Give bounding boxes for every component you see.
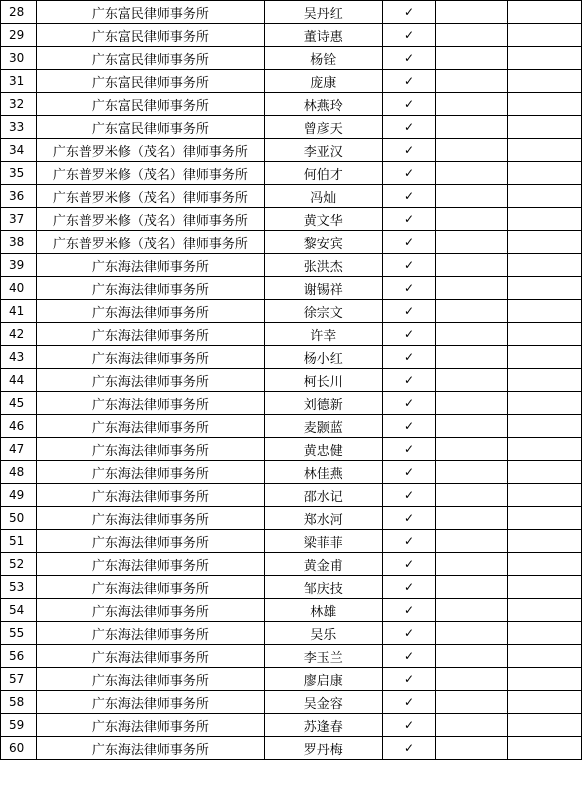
check-mark-cell: ✓ — [382, 415, 436, 438]
table-row — [1, 645, 582, 668]
row-number-cell: 50 — [1, 507, 37, 530]
law-firm-cell: 广东海法律师事务所 — [36, 461, 264, 484]
table-row — [1, 254, 582, 277]
table-body — [1, 1, 582, 760]
empty-cell — [508, 208, 582, 231]
lawyer-name-cell: 谢锡祥 — [264, 277, 382, 300]
empty-cell — [508, 277, 582, 300]
empty-cell — [436, 24, 508, 47]
empty-cell — [436, 530, 508, 553]
empty-cell — [508, 323, 582, 346]
check-mark-cell: ✓ — [382, 300, 436, 323]
law-firm-cell: 广东海法律师事务所 — [36, 599, 264, 622]
law-firm-cell: 广东海法律师事务所 — [36, 622, 264, 645]
law-firm-cell: 广东海法律师事务所 — [36, 737, 264, 760]
lawyer-name-cell: 李玉兰 — [264, 645, 382, 668]
check-mark-cell: ✓ — [382, 346, 436, 369]
check-mark-cell: ✓ — [382, 645, 436, 668]
lawyer-name-cell: 冯灿 — [264, 185, 382, 208]
check-mark-cell: ✓ — [382, 24, 436, 47]
law-firm-cell: 广东海法律师事务所 — [36, 369, 264, 392]
table-row — [1, 737, 582, 760]
lawyer-name-cell: 黄金甫 — [264, 553, 382, 576]
row-number-cell: 51 — [1, 530, 37, 553]
row-number-cell: 43 — [1, 346, 37, 369]
table-row — [1, 438, 582, 461]
lawyer-name-cell: 杨小红 — [264, 346, 382, 369]
table-row — [1, 622, 582, 645]
row-number-cell: 49 — [1, 484, 37, 507]
law-firm-cell: 广东富民律师事务所 — [36, 1, 264, 24]
table-row — [1, 668, 582, 691]
law-firm-cell: 广东海法律师事务所 — [36, 346, 264, 369]
check-mark-cell: ✓ — [382, 185, 436, 208]
lawyer-name-cell: 林佳燕 — [264, 461, 382, 484]
empty-cell — [436, 737, 508, 760]
law-firm-cell: 广东海法律师事务所 — [36, 645, 264, 668]
lawyer-name-cell: 杨铨 — [264, 47, 382, 70]
table-row — [1, 553, 582, 576]
check-mark-cell: ✓ — [382, 47, 436, 70]
row-number-cell: 54 — [1, 599, 37, 622]
empty-cell — [508, 645, 582, 668]
empty-cell — [508, 24, 582, 47]
empty-cell — [436, 392, 508, 415]
table-row — [1, 415, 582, 438]
lawyer-name-cell: 黄忠健 — [264, 438, 382, 461]
empty-cell — [508, 668, 582, 691]
empty-cell — [436, 553, 508, 576]
table-row — [1, 484, 582, 507]
empty-cell — [508, 622, 582, 645]
check-mark-cell: ✓ — [382, 691, 436, 714]
empty-cell — [508, 162, 582, 185]
lawyer-name-cell: 董诗惠 — [264, 24, 382, 47]
lawyer-name-cell: 许幸 — [264, 323, 382, 346]
empty-cell — [436, 70, 508, 93]
lawyer-name-cell: 林雄 — [264, 599, 382, 622]
lawyer-name-cell: 郑水河 — [264, 507, 382, 530]
table-row — [1, 507, 582, 530]
empty-cell — [436, 645, 508, 668]
empty-cell — [508, 346, 582, 369]
law-firm-cell: 广东海法律师事务所 — [36, 714, 264, 737]
lawyer-name-cell: 吴乐 — [264, 622, 382, 645]
row-number-cell: 36 — [1, 185, 37, 208]
check-mark-cell: ✓ — [382, 323, 436, 346]
law-firm-cell: 广东海法律师事务所 — [36, 392, 264, 415]
table-row — [1, 47, 582, 70]
table-row — [1, 714, 582, 737]
empty-cell — [508, 70, 582, 93]
empty-cell — [508, 415, 582, 438]
lawyer-name-cell: 李亚汉 — [264, 139, 382, 162]
table-row — [1, 277, 582, 300]
check-mark-cell: ✓ — [382, 438, 436, 461]
law-firm-cell: 广东富民律师事务所 — [36, 93, 264, 116]
empty-cell — [508, 576, 582, 599]
empty-cell — [436, 116, 508, 139]
empty-cell — [436, 323, 508, 346]
law-firm-cell: 广东海法律师事务所 — [36, 254, 264, 277]
law-firm-cell: 广东富民律师事务所 — [36, 24, 264, 47]
empty-cell — [436, 461, 508, 484]
law-firm-cell: 广东海法律师事务所 — [36, 553, 264, 576]
row-number-cell: 31 — [1, 70, 37, 93]
empty-cell — [436, 346, 508, 369]
empty-cell — [436, 300, 508, 323]
table-row — [1, 139, 582, 162]
check-mark-cell: ✓ — [382, 162, 436, 185]
law-firm-cell: 广东海法律师事务所 — [36, 438, 264, 461]
row-number-cell: 35 — [1, 162, 37, 185]
lawyer-name-cell: 麦颢蓝 — [264, 415, 382, 438]
check-mark-cell: ✓ — [382, 461, 436, 484]
check-mark-cell: ✓ — [382, 70, 436, 93]
row-number-cell: 37 — [1, 208, 37, 231]
check-mark-cell: ✓ — [382, 668, 436, 691]
empty-cell — [508, 93, 582, 116]
law-firm-cell: 广东海法律师事务所 — [36, 484, 264, 507]
lawyer-name-cell: 徐宗文 — [264, 300, 382, 323]
row-number-cell: 32 — [1, 93, 37, 116]
row-number-cell: 30 — [1, 47, 37, 70]
law-firm-cell: 广东海法律师事务所 — [36, 668, 264, 691]
check-mark-cell: ✓ — [382, 392, 436, 415]
lawyer-name-cell: 何伯才 — [264, 162, 382, 185]
empty-cell — [508, 507, 582, 530]
check-mark-cell: ✓ — [382, 507, 436, 530]
check-mark-cell: ✓ — [382, 1, 436, 24]
law-firm-cell: 广东普罗米修（茂名）律师事务所 — [36, 139, 264, 162]
table-row — [1, 576, 582, 599]
check-mark-cell: ✓ — [382, 231, 436, 254]
empty-cell — [508, 369, 582, 392]
empty-cell — [508, 438, 582, 461]
check-mark-cell: ✓ — [382, 277, 436, 300]
lawyer-name-cell: 罗丹梅 — [264, 737, 382, 760]
table-row — [1, 116, 582, 139]
empty-cell — [508, 461, 582, 484]
empty-cell — [508, 484, 582, 507]
check-mark-cell: ✓ — [382, 576, 436, 599]
check-mark-cell: ✓ — [382, 254, 436, 277]
law-firm-cell: 广东普罗米修（茂名）律师事务所 — [36, 185, 264, 208]
row-number-cell: 46 — [1, 415, 37, 438]
empty-cell — [436, 668, 508, 691]
lawyer-name-cell: 邵水记 — [264, 484, 382, 507]
table-row — [1, 369, 582, 392]
table-row — [1, 461, 582, 484]
row-number-cell: 58 — [1, 691, 37, 714]
empty-cell — [436, 691, 508, 714]
empty-cell — [436, 139, 508, 162]
table-row — [1, 1, 582, 24]
empty-cell — [436, 714, 508, 737]
empty-cell — [508, 116, 582, 139]
table-row — [1, 392, 582, 415]
empty-cell — [436, 599, 508, 622]
lawyer-name-cell: 廖启康 — [264, 668, 382, 691]
empty-cell — [436, 93, 508, 116]
empty-cell — [436, 369, 508, 392]
check-mark-cell: ✓ — [382, 139, 436, 162]
empty-cell — [436, 185, 508, 208]
lawyer-name-cell: 林燕玲 — [264, 93, 382, 116]
check-mark-cell: ✓ — [382, 737, 436, 760]
empty-cell — [436, 47, 508, 70]
empty-cell — [508, 737, 582, 760]
row-number-cell: 42 — [1, 323, 37, 346]
empty-cell — [508, 714, 582, 737]
empty-cell — [508, 553, 582, 576]
empty-cell — [436, 507, 508, 530]
check-mark-cell: ✓ — [382, 208, 436, 231]
lawyer-name-cell: 邹庆技 — [264, 576, 382, 599]
empty-cell — [508, 1, 582, 24]
empty-cell — [508, 139, 582, 162]
empty-cell — [508, 691, 582, 714]
law-firm-cell: 广东海法律师事务所 — [36, 277, 264, 300]
table-row — [1, 208, 582, 231]
table-row — [1, 323, 582, 346]
empty-cell — [508, 254, 582, 277]
lawyer-name-cell: 吴丹红 — [264, 1, 382, 24]
table-row — [1, 300, 582, 323]
empty-cell — [436, 254, 508, 277]
row-number-cell: 39 — [1, 254, 37, 277]
table-row — [1, 93, 582, 116]
empty-cell — [436, 484, 508, 507]
lawyer-name-cell: 庞康 — [264, 70, 382, 93]
check-mark-cell: ✓ — [382, 484, 436, 507]
row-number-cell: 44 — [1, 369, 37, 392]
check-mark-cell: ✓ — [382, 599, 436, 622]
check-mark-cell: ✓ — [382, 530, 436, 553]
law-firm-cell: 广东富民律师事务所 — [36, 47, 264, 70]
row-number-cell: 45 — [1, 392, 37, 415]
table-row — [1, 691, 582, 714]
check-mark-cell: ✓ — [382, 622, 436, 645]
law-firm-cell: 广东海法律师事务所 — [36, 530, 264, 553]
empty-cell — [508, 231, 582, 254]
empty-cell — [436, 438, 508, 461]
check-mark-cell: ✓ — [382, 714, 436, 737]
row-number-cell: 28 — [1, 1, 37, 24]
check-mark-cell: ✓ — [382, 553, 436, 576]
row-number-cell: 56 — [1, 645, 37, 668]
table-row — [1, 530, 582, 553]
row-number-cell: 38 — [1, 231, 37, 254]
law-firm-cell: 广东海法律师事务所 — [36, 576, 264, 599]
table-row — [1, 162, 582, 185]
empty-cell — [508, 599, 582, 622]
row-number-cell: 40 — [1, 277, 37, 300]
row-number-cell: 34 — [1, 139, 37, 162]
row-number-cell: 57 — [1, 668, 37, 691]
empty-cell — [508, 185, 582, 208]
lawyer-name-cell: 黎安宾 — [264, 231, 382, 254]
law-firm-cell: 广东普罗米修（茂名）律师事务所 — [36, 231, 264, 254]
lawyer-name-cell: 黄文华 — [264, 208, 382, 231]
empty-cell — [436, 162, 508, 185]
empty-cell — [436, 576, 508, 599]
table-row — [1, 24, 582, 47]
empty-cell — [508, 300, 582, 323]
empty-cell — [436, 1, 508, 24]
row-number-cell: 55 — [1, 622, 37, 645]
law-firm-cell: 广东富民律师事务所 — [36, 116, 264, 139]
row-number-cell: 59 — [1, 714, 37, 737]
row-number-cell: 41 — [1, 300, 37, 323]
law-firm-cell: 广东海法律师事务所 — [36, 507, 264, 530]
lawyer-name-cell: 刘德新 — [264, 392, 382, 415]
check-mark-cell: ✓ — [382, 93, 436, 116]
row-number-cell: 48 — [1, 461, 37, 484]
row-number-cell: 33 — [1, 116, 37, 139]
lawyer-name-cell: 张洪杰 — [264, 254, 382, 277]
law-firm-cell: 广东普罗米修（茂名）律师事务所 — [36, 208, 264, 231]
lawyer-name-cell: 柯长川 — [264, 369, 382, 392]
table-row — [1, 185, 582, 208]
empty-cell — [436, 231, 508, 254]
law-firm-cell: 广东海法律师事务所 — [36, 300, 264, 323]
row-number-cell: 53 — [1, 576, 37, 599]
empty-cell — [436, 622, 508, 645]
law-firm-cell: 广东海法律师事务所 — [36, 691, 264, 714]
table-row — [1, 346, 582, 369]
row-number-cell: 29 — [1, 24, 37, 47]
check-mark-cell: ✓ — [382, 369, 436, 392]
law-firm-cell: 广东普罗米修（茂名）律师事务所 — [36, 162, 264, 185]
table-row — [1, 231, 582, 254]
table-row — [1, 70, 582, 93]
law-firm-cell: 广东海法律师事务所 — [36, 415, 264, 438]
law-firm-cell: 广东富民律师事务所 — [36, 70, 264, 93]
row-number-cell: 60 — [1, 737, 37, 760]
lawyer-name-cell: 吴金容 — [264, 691, 382, 714]
row-number-cell: 52 — [1, 553, 37, 576]
law-firm-cell: 广东海法律师事务所 — [36, 323, 264, 346]
empty-cell — [436, 208, 508, 231]
empty-cell — [508, 392, 582, 415]
empty-cell — [436, 415, 508, 438]
check-mark-cell: ✓ — [382, 116, 436, 139]
lawyer-name-cell: 梁菲菲 — [264, 530, 382, 553]
empty-cell — [508, 47, 582, 70]
lawyer-name-cell: 曾彦天 — [264, 116, 382, 139]
row-number-cell: 47 — [1, 438, 37, 461]
empty-cell — [508, 530, 582, 553]
empty-cell — [436, 277, 508, 300]
lawyer-name-cell: 苏逢春 — [264, 714, 382, 737]
table-row — [1, 599, 582, 622]
